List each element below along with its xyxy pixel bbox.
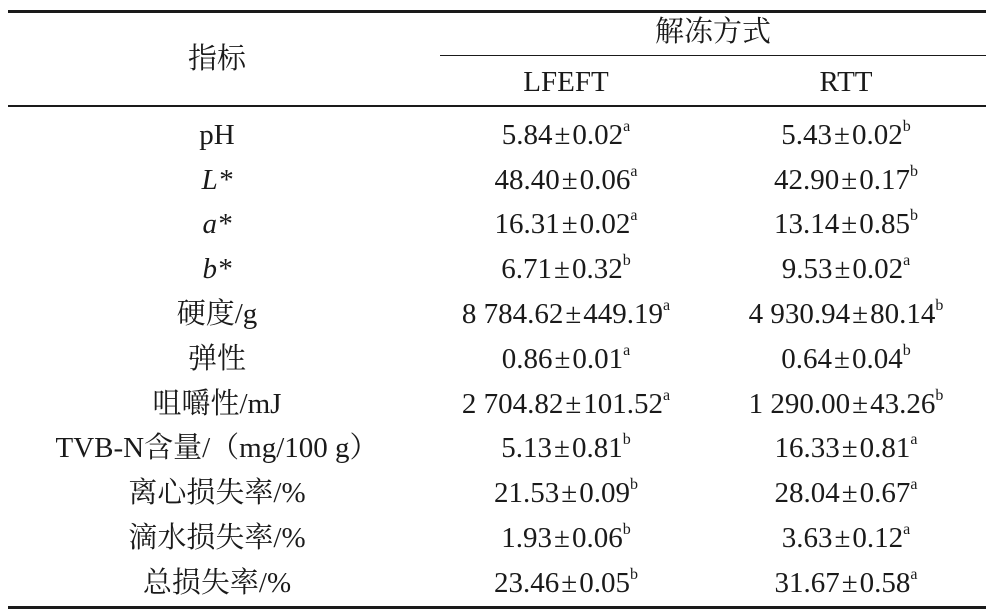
rtt-mean: 16.33	[774, 432, 840, 465]
row-label: 滴水损失率/%	[128, 522, 306, 555]
rtt-value-cell	[706, 561, 986, 607]
lfeft-value-cell	[426, 106, 706, 158]
plus-minus-sign: ±	[561, 208, 578, 241]
rtt-sd: 0.04	[851, 342, 903, 375]
lfeft-value-cell	[426, 516, 706, 561]
table-row	[8, 106, 986, 158]
lfeft-value-cell	[426, 427, 706, 472]
plus-minus-sign: ±	[834, 118, 850, 151]
rtt-significance-letter: b	[935, 297, 944, 315]
table-row	[8, 561, 986, 607]
rtt-mean: 9.53	[781, 253, 833, 286]
lfeft-sd: 449.19	[583, 298, 664, 331]
lfeft-sd: 0.02	[572, 118, 624, 151]
lfeft-significance-letter: a	[623, 117, 631, 135]
row-label: TVB-N含量/（mg/100 g）	[55, 432, 379, 465]
plus-minus-sign: ±	[841, 208, 858, 241]
lfeft-mean: 48.40	[494, 163, 560, 196]
rtt-significance-letter: b	[935, 386, 944, 404]
lfeft-header: LFEFT	[426, 60, 706, 106]
lfeft-sd: 0.05	[579, 566, 630, 599]
row-label: 总损失率/%	[8, 561, 426, 607]
lfeft-mean: 23.46	[494, 566, 560, 599]
row-label	[8, 247, 426, 292]
row-label-variable: a	[202, 208, 217, 241]
plus-minus-sign: ±	[852, 298, 869, 331]
results-table	[8, 10, 986, 609]
lfeft-value-cell	[426, 471, 706, 516]
rtt-sd: 80.14	[870, 298, 936, 331]
table-row	[8, 516, 986, 561]
row-label-variable: L	[201, 163, 218, 196]
rtt-value-cell	[706, 203, 986, 248]
rtt-sd: 0.81	[859, 432, 911, 465]
row-label-variable: b	[202, 253, 217, 286]
row-label: 硬度/g	[176, 298, 258, 331]
lfeft-mean: 0.86	[501, 342, 553, 375]
plus-minus-sign: ±	[561, 477, 578, 510]
rtt-value-cell	[706, 427, 986, 472]
lfeft-sd: 0.32	[571, 253, 623, 286]
plus-minus-sign: ±	[841, 477, 858, 510]
plus-minus-sign: ±	[554, 253, 570, 286]
lfeft-significance-letter: b	[622, 431, 631, 449]
rtt-mean: 42.90	[774, 163, 840, 196]
lfeft-value-cell	[426, 292, 706, 337]
thaw-method-header	[426, 12, 986, 61]
rtt-mean: 0.64	[781, 342, 833, 375]
rtt-significance-letter: a	[903, 521, 911, 539]
plus-minus-sign: ±	[561, 163, 578, 196]
plus-minus-sign: ±	[834, 522, 851, 555]
rtt-significance-letter: a	[910, 565, 918, 583]
rtt-value-cell	[706, 471, 986, 516]
plus-minus-sign: ±	[852, 387, 869, 420]
table-row	[8, 337, 986, 382]
plus-minus-sign: ±	[565, 298, 582, 331]
lfeft-sd: 0.81	[571, 432, 623, 465]
plus-minus-sign: ±	[841, 432, 858, 465]
rtt-significance-letter: b	[909, 162, 918, 180]
lfeft-significance-letter: b	[622, 521, 631, 539]
rtt-sd: 0.17	[859, 163, 910, 196]
lfeft-significance-letter: b	[629, 565, 638, 583]
row-label: 弹性	[187, 342, 246, 375]
table-row	[8, 203, 986, 248]
plus-minus-sign: ±	[554, 432, 570, 465]
lfeft-significance-letter: a	[623, 341, 631, 359]
lfeft-significance-letter: b	[622, 252, 631, 270]
lfeft-significance-letter: a	[663, 386, 671, 404]
rtt-sd: 0.02	[851, 118, 903, 151]
rtt-mean: 13.14	[774, 208, 840, 241]
lfeft-sd: 0.06	[571, 522, 623, 555]
lfeft-value-cell	[426, 247, 706, 292]
lfeft-value-cell	[426, 382, 706, 427]
plus-minus-sign: ±	[834, 342, 850, 375]
lfeft-value-cell	[426, 337, 706, 382]
table-row	[8, 247, 986, 292]
lfeft-value-cell	[426, 561, 706, 607]
lfeft-significance-letter: b	[629, 476, 638, 494]
rtt-significance-letter: a	[910, 476, 918, 494]
lfeft-significance-letter: a	[630, 207, 638, 225]
lfeft-mean: 5.13	[501, 432, 553, 465]
plus-minus-sign: ±	[841, 566, 858, 599]
table-row	[8, 471, 986, 516]
plus-minus-sign: ±	[565, 387, 582, 420]
table-body	[8, 106, 986, 607]
rtt-mean: 1 290.00	[748, 387, 851, 420]
rtt-header: RTT	[706, 60, 986, 106]
plus-minus-sign: ±	[554, 342, 571, 375]
plus-minus-sign: ±	[554, 118, 571, 151]
table-row	[8, 427, 986, 472]
lfeft-significance-letter: a	[630, 162, 638, 180]
lfeft-sd: 0.01	[572, 342, 624, 375]
lfeft-mean: 16.31	[494, 208, 560, 241]
rtt-sd: 0.85	[859, 208, 910, 241]
rtt-value-cell	[706, 516, 986, 561]
row-label: 咀嚼性/mJ	[152, 387, 282, 420]
lfeft-sd: 101.52	[583, 387, 664, 420]
table-row	[8, 158, 986, 203]
row-label-suffix: *	[217, 253, 232, 286]
row-label: 离心损失率/%	[128, 477, 306, 510]
lfeft-mean: 21.53	[494, 477, 560, 510]
lfeft-sd: 0.09	[579, 477, 630, 510]
table-row	[8, 292, 986, 337]
lfeft-sd: 0.02	[579, 208, 631, 241]
plus-minus-sign: ±	[554, 522, 570, 555]
lfeft-mean: 5.84	[501, 118, 553, 151]
row-label	[8, 158, 426, 203]
lfeft-mean: 2 704.82	[461, 387, 564, 420]
rtt-mean: 28.04	[774, 477, 840, 510]
plus-minus-sign: ±	[561, 566, 578, 599]
row-label	[8, 203, 426, 248]
rtt-significance-letter: a	[910, 431, 918, 449]
rtt-value-cell	[706, 292, 986, 337]
lfeft-sd: 0.06	[579, 163, 631, 196]
rtt-sd: 0.58	[859, 566, 911, 599]
rtt-mean: 5.43	[781, 118, 833, 151]
lfeft-mean: 6.71	[501, 253, 553, 286]
rtt-sd: 43.26	[870, 387, 936, 420]
rtt-sd: 0.12	[852, 522, 904, 555]
row-label-suffix: *	[217, 208, 232, 241]
rtt-significance-letter: a	[903, 252, 911, 270]
plus-minus-sign: ±	[841, 163, 858, 196]
row-label: pH	[199, 118, 235, 151]
rtt-significance-letter: b	[902, 117, 911, 135]
rtt-mean: 4 930.94	[748, 298, 851, 331]
lfeft-value-cell	[426, 203, 706, 248]
indicator-header: 指标	[8, 12, 426, 107]
rtt-significance-letter: b	[902, 341, 911, 359]
lfeft-significance-letter: a	[663, 297, 671, 315]
lfeft-mean: 1.93	[501, 522, 553, 555]
lfeft-value-cell	[426, 158, 706, 203]
rtt-significance-letter: b	[909, 207, 918, 225]
rtt-mean: 3.63	[781, 522, 833, 555]
rtt-value-cell	[706, 337, 986, 382]
rtt-value-cell	[706, 158, 986, 203]
rtt-mean: 31.67	[774, 566, 840, 599]
thaw-method-label: 解冻方式	[440, 18, 986, 56]
row-label-suffix: *	[217, 163, 233, 196]
plus-minus-sign: ±	[834, 253, 851, 286]
table-row	[8, 382, 986, 427]
lfeft-mean: 8 784.62	[461, 298, 564, 331]
rtt-value-cell	[706, 382, 986, 427]
rtt-value-cell	[706, 106, 986, 158]
rtt-value-cell	[706, 247, 986, 292]
rtt-sd: 0.02	[852, 253, 904, 286]
rtt-sd: 0.67	[859, 477, 911, 510]
